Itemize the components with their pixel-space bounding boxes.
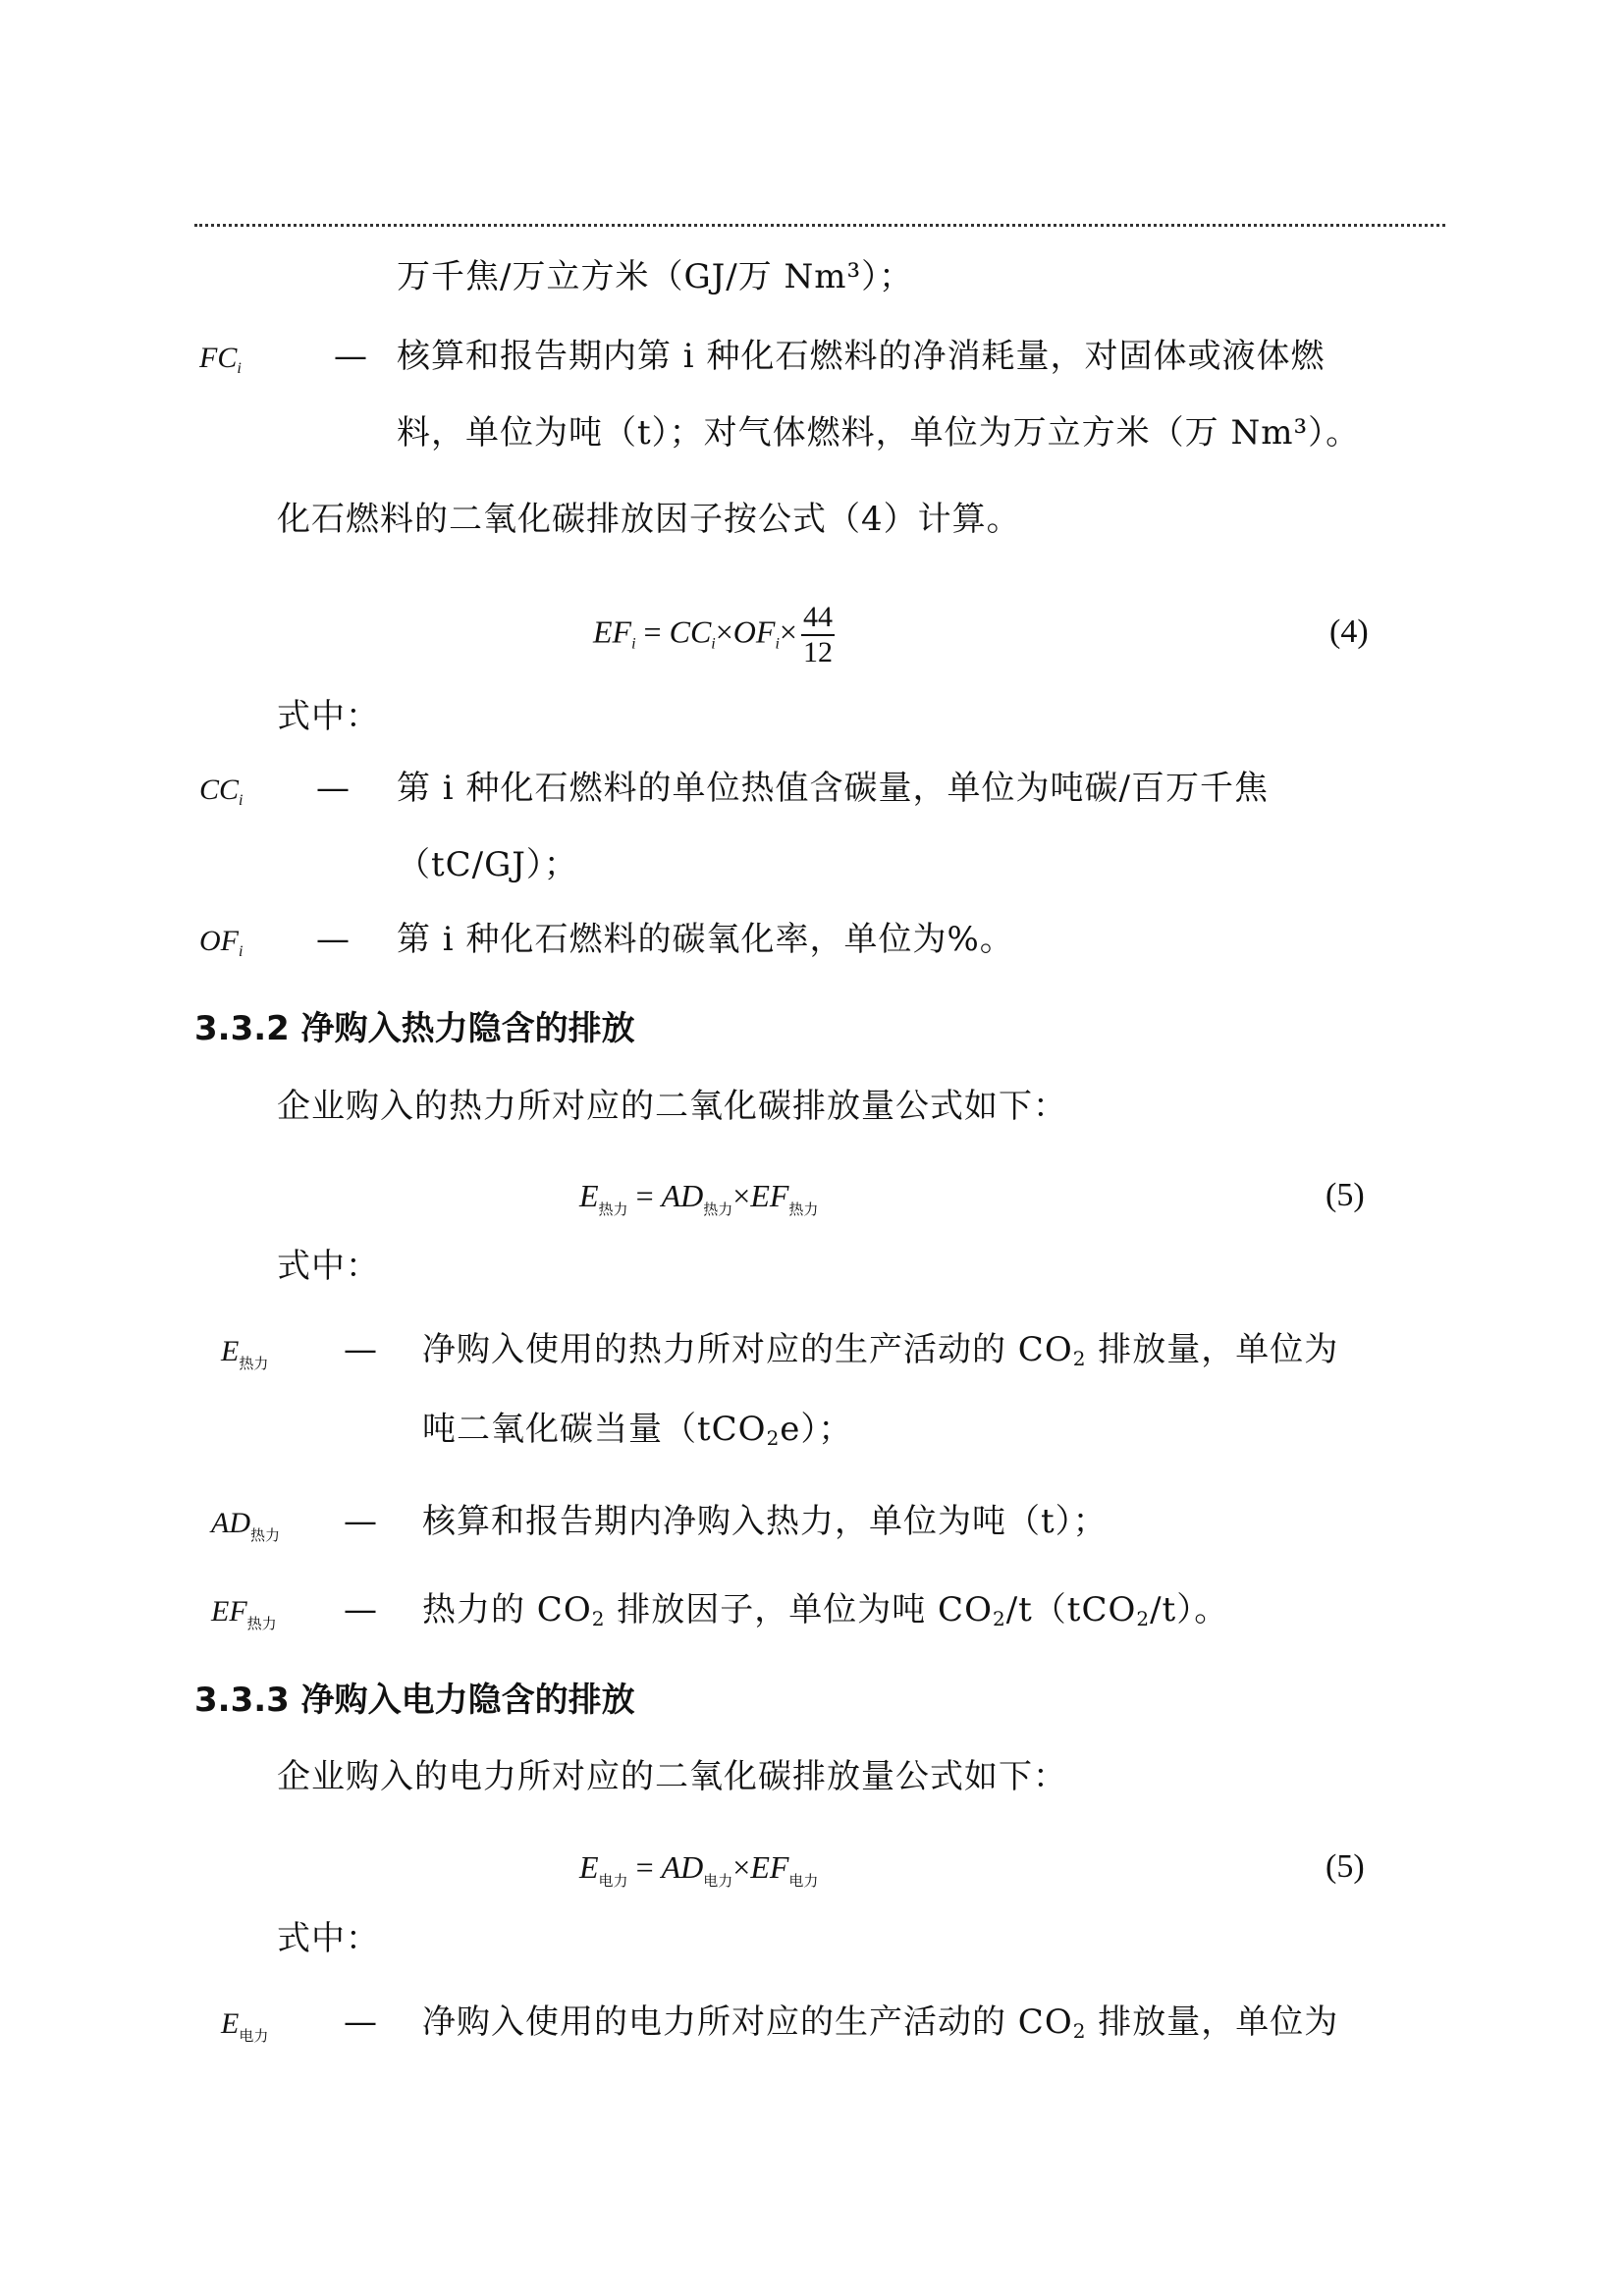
of-def-line1: 第 i 种化石燃料的碳氧化率，单位为%。 bbox=[397, 920, 1014, 959]
e-elec-def-line1: 净购入使用的电力所对应的生产活动的 $CO_2$ 排放量，单位为 bbox=[422, 2002, 1339, 2043]
cc-dash: — bbox=[316, 769, 350, 808]
where-label-2: 式中： bbox=[277, 1247, 380, 1286]
e-elec-dash: — bbox=[344, 2002, 377, 2042]
ef-heat-symbol: $EF_{热力}$ bbox=[211, 1595, 277, 1632]
continued-unit-text: 万千焦/万立方米（GJ/万 Nm³）； bbox=[397, 257, 914, 296]
equation-5-electricity-number: (5) bbox=[1326, 1848, 1365, 1885]
section-heading-3-3-3: 3.3.3 净购入电力隐含的排放 bbox=[194, 1681, 635, 1720]
of-symbol: $OF_i$ bbox=[199, 925, 244, 960]
e-heat-def-line1: 净购入使用的热力所对应的生产活动的 $CO_2$ 排放量，单位为 bbox=[422, 1330, 1339, 1370]
equation-5-heat: $E_{热力} = AD_{热力}\times EF_{热力}$ bbox=[579, 1178, 819, 1218]
of-dash: — bbox=[316, 920, 350, 959]
ad-heat-symbol: $AD_{热力}$ bbox=[211, 1507, 281, 1544]
eq5a-intro: 企业购入的热力所对应的二氧化碳排放量公式如下： bbox=[277, 1087, 1067, 1126]
section-heading-3-3-2: 3.3.2 净购入热力隐含的排放 bbox=[194, 1009, 635, 1048]
e-elec-symbol: $E_{电力}$ bbox=[221, 2007, 269, 2045]
ef-heat-dash: — bbox=[344, 1590, 377, 1629]
ef-heat-def-line1: 热力的 $CO_2$ 排放因子，单位为吨 $CO_2/t(tCO_2/t)$。 bbox=[422, 1590, 1229, 1630]
cc-def-line2: （tC/GJ）； bbox=[397, 845, 578, 884]
ad-heat-dash: — bbox=[344, 1502, 377, 1541]
cc-def-line1: 第 i 种化石燃料的单位热值含碳量，单位为吨碳/百万千焦 bbox=[397, 769, 1269, 808]
e-heat-def-line2: 吨二氧化碳当量（tCO$_2$e）； bbox=[422, 1410, 853, 1450]
e-heat-dash: — bbox=[344, 1330, 377, 1369]
fc-def-line1: 核算和报告期内第 i 种化石燃料的净消耗量，对固体或液体燃 bbox=[397, 337, 1326, 376]
where-label-3: 式中： bbox=[277, 1919, 380, 1958]
ad-heat-def-line1: 核算和报告期内净购入热力，单位为吨（t）； bbox=[422, 1502, 1108, 1541]
eq5b-intro: 企业购入的电力所对应的二氧化碳排放量公式如下： bbox=[277, 1757, 1067, 1796]
fc-def-line2: 料，单位为吨（t）；对气体燃料，单位为万立方米（万 Nm³）。 bbox=[397, 413, 1361, 453]
fc-dash: — bbox=[334, 337, 367, 376]
fc-symbol: $FC_i$ bbox=[199, 342, 242, 377]
eq4-intro: 化石燃料的二氧化碳排放因子按公式（4）计算。 bbox=[277, 500, 1021, 539]
equation-4-number: (4) bbox=[1329, 614, 1369, 650]
where-label-1: 式中： bbox=[277, 697, 380, 736]
fraction-44-12: $\frac{44}{12}$ bbox=[802, 601, 833, 668]
header-rule bbox=[194, 224, 1445, 227]
cc-symbol: $CC_i$ bbox=[199, 774, 244, 809]
e-heat-symbol: $E_{热力}$ bbox=[221, 1335, 269, 1372]
equation-5-heat-number: (5) bbox=[1326, 1177, 1365, 1213]
equation-5-electricity: $E_{电力} = AD_{电力}\times EF_{电力}$ bbox=[579, 1849, 819, 1890]
equation-4: $EF_i = CC_i\times OF_i\times$ $\frac{44}{12}$ bbox=[593, 601, 833, 668]
